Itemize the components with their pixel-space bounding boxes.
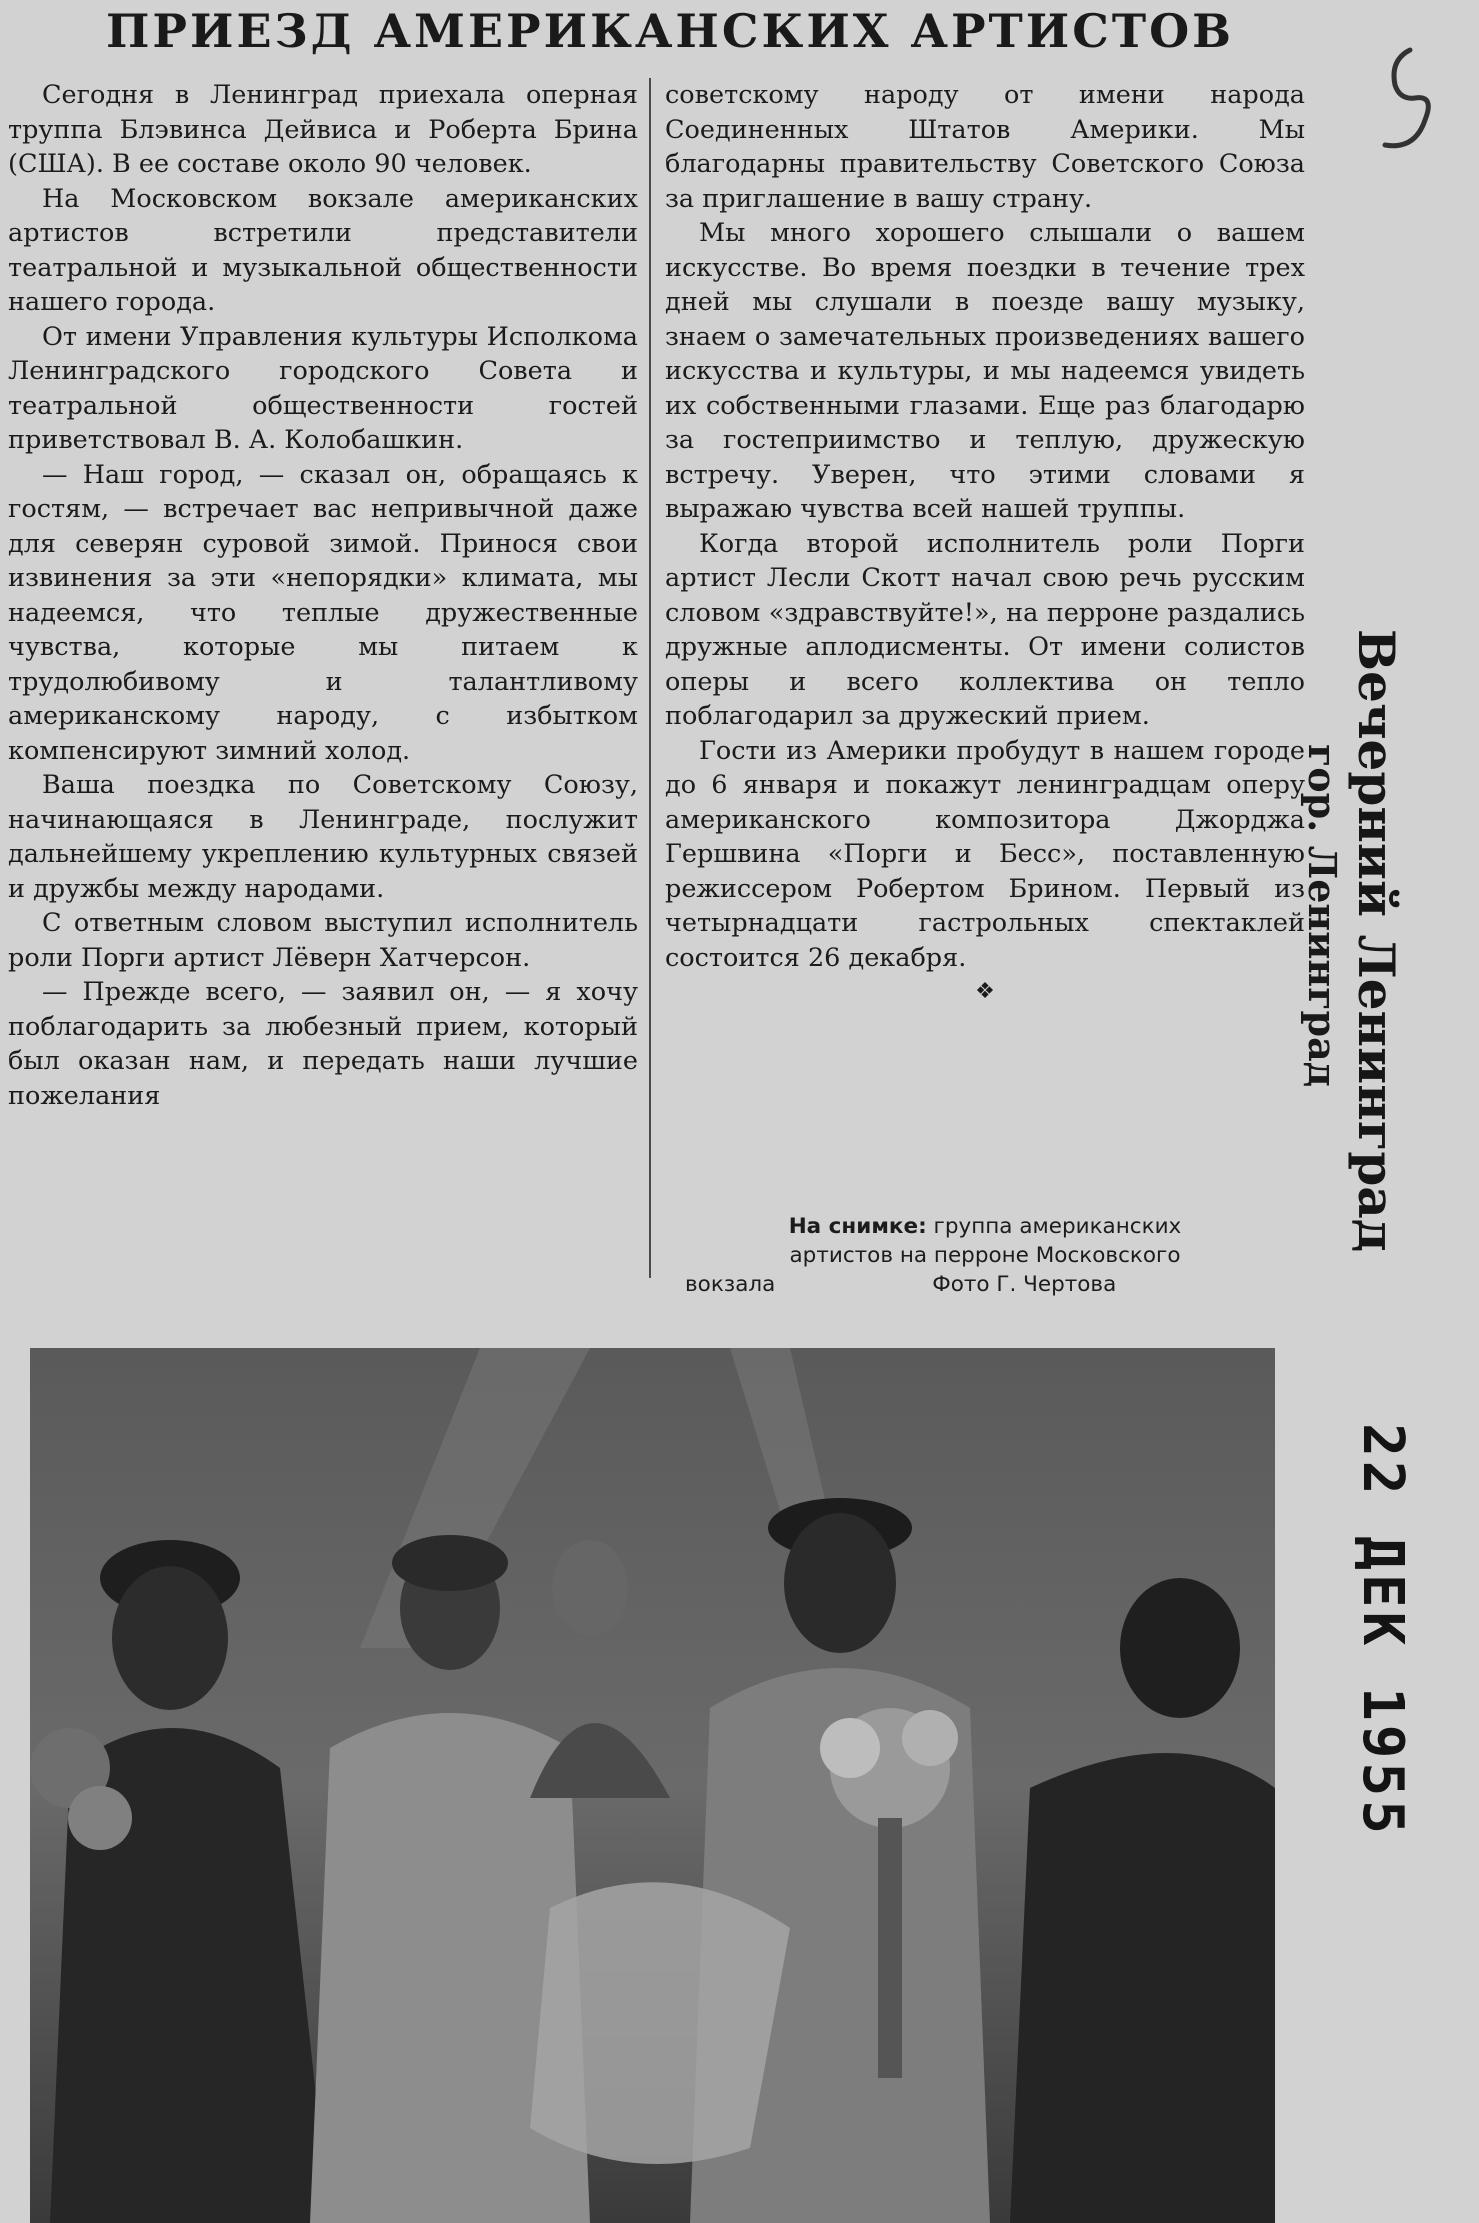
handwritten-mark-icon	[1355, 40, 1455, 170]
group-photograph	[30, 1348, 1275, 2223]
paragraph: советскому народу от имени народа Соединенных Штатов Америки. Мы благодарны правительству Советского Союза за приглашение в вашу страну.	[665, 80, 1305, 214]
city-stamp: гор. Ленинград	[1300, 743, 1346, 1087]
caption-line-1	[665, 1212, 1305, 1241]
caption-line-3	[665, 1270, 1305, 1299]
photo-caption	[665, 1212, 1305, 1299]
article-right-column	[665, 78, 1305, 1011]
paragraph: — Наш город, — сказал он, обращаясь к гостям, — встречает вас непривычной даже для северян суровой зимой. Принося свои извинения за эти «непорядки» климата, мы надеемся, что теплые дружественные чувства, которые мы питаем к трудолюбивому и талантливому американскому народу, с избытком компенсируют зимний холод.	[8, 459, 638, 766]
date-stamp: 22 ДЕК 1955	[1349, 1422, 1415, 1838]
caption-text: группа американских	[933, 1214, 1182, 1239]
paragraph: Ваша поездка по Советскому Союзу, начинающаяся в Ленинграде, послужит дальнейшему укреплению культурных связей и дружбы между народами.	[8, 770, 638, 904]
paragraph: Сегодня в Ленинград приехала оперная труппа Блэвинса Дейвиса и Роберта Брина (США). В ее составе около 90 человек.	[8, 80, 638, 179]
paragraph: Когда второй исполнитель роли Порги артист Лесли Скотт начал свою речь русским словом «здравствуйте!», на перроне раздались дружные аплодисменты. От имени солистов оперы и всего коллектива он тепло поблагодарил за дружеский прием.	[665, 528, 1305, 731]
caption-line-2: артистов на перроне Московского	[789, 1243, 1181, 1268]
caption-text: вокзала	[685, 1272, 776, 1297]
paragraph: — Прежде всего, — заявил он, — я хочу поблагодарить за любезный прием, который был оказан нам, и передать наши лучшие пожелания	[8, 977, 638, 1111]
newspaper-stamp: Вечерний Ленинград	[1347, 628, 1407, 1252]
caption-label: На снимке:	[788, 1214, 927, 1239]
paragraph: С ответным словом выступил исполнитель роли Порги артист Лёверн Хатчерсон.	[8, 908, 638, 973]
article-left-column	[8, 78, 638, 1113]
paragraph: На Московском вокзале американских артистов встретили представители театральной и музыкальной общественности нашего города.	[8, 183, 638, 317]
article-headline: ПРИЕЗД АМЕРИКАНСКИХ АРТИСТОВ	[105, 4, 1235, 58]
photo-illustration	[30, 1348, 1275, 2223]
ornament-divider: ❖	[975, 979, 995, 1004]
paragraph: Гости из Америки пробудут в нашем городе до 6 января и покажут ленинградцам оперу американского композитора Джорджа Гершвина «Порги и Бесс», поставленную режиссером Робертом Брином. Первый из четырнадцати гастрольных спектаклей состоится 26 декабря.	[665, 735, 1305, 973]
column-divider	[649, 78, 651, 1278]
paragraph: От имени Управления культуры Исполкома Ленинградского городского Совета и театральной общественности гостей приветствовал В. А. Колобашкин.	[8, 321, 638, 455]
paragraph: Мы много хорошего слышали о вашем искусстве. Во время поездки в течение трех дней мы слушали в поезде вашу музыку, знаем о замечательных произведениях вашего искусства и культуры, и мы надеемся увидеть их собственными глазами. Еще раз благодарю за гостеприимство и теплую, дружескую встречу. Уверен, что этими словами я выражаю чувства всей нашей труппы.	[665, 218, 1305, 524]
photo-credit: Фото Г. Чертова	[932, 1272, 1117, 1297]
